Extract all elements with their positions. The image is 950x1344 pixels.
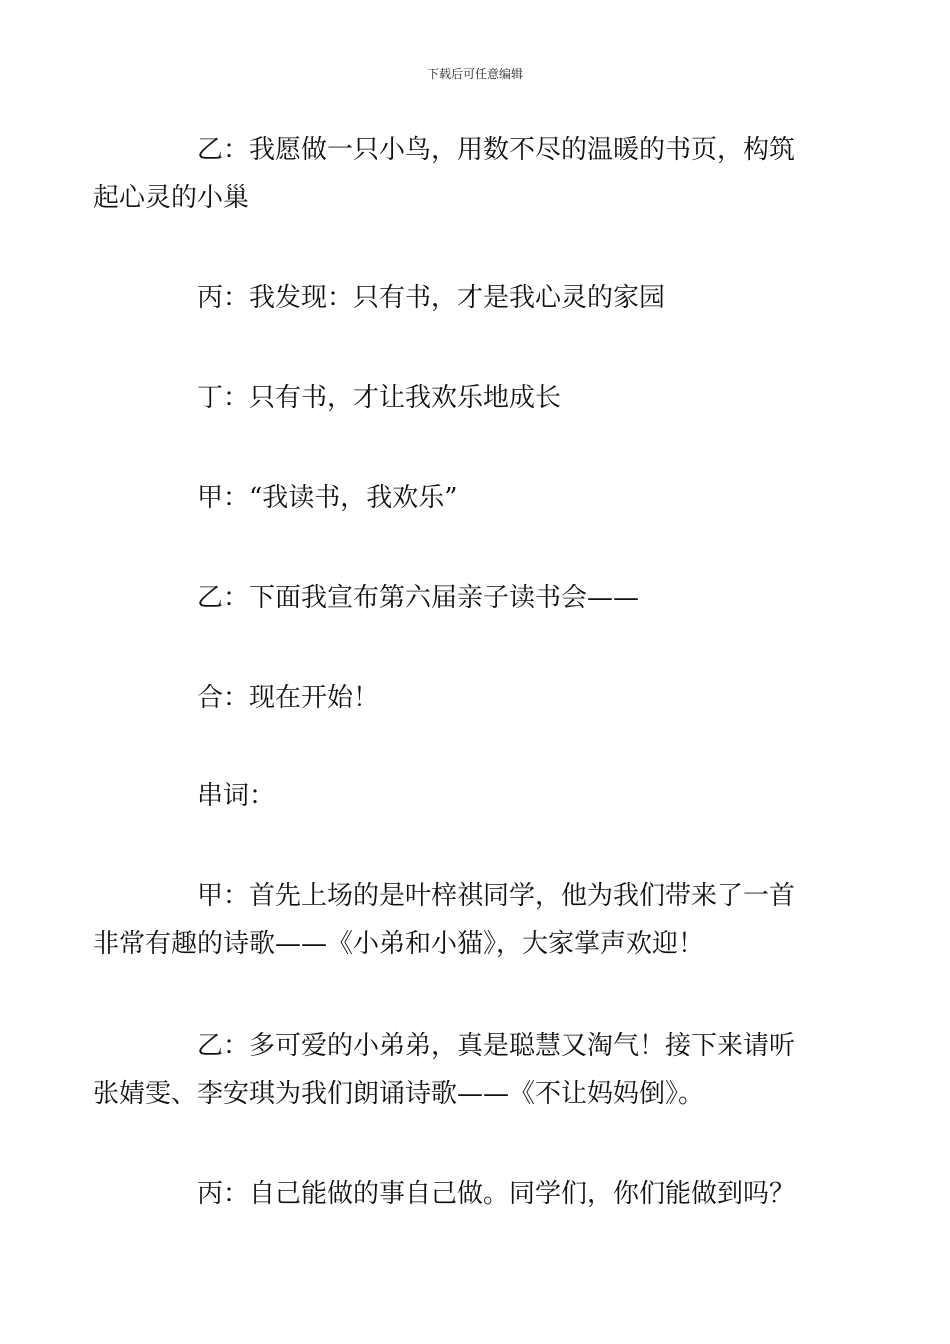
paragraph-5	[145, 574, 810, 622]
paragraph-line: 甲：首先上场的是叶梓祺同学，他为我们带来了一首	[197, 881, 796, 911]
paragraph-6	[145, 674, 810, 722]
paragraph-9	[93, 1022, 810, 1118]
page-header: 下载后可任意编辑	[426, 67, 523, 81]
paragraph-line: 乙：我愿做一只小鸟，用数不尽的温暖的书页，构筑	[197, 135, 796, 165]
paragraph-7	[145, 772, 810, 820]
paragraph-line: 甲：“我读书，我欢乐”	[197, 483, 458, 513]
paragraph-line: 丙：我发现：只有书，才是我心灵的家园	[197, 283, 666, 313]
paragraph-8	[93, 872, 810, 968]
paragraph-line: 串词：	[197, 781, 276, 811]
paragraph-2	[145, 274, 810, 322]
paragraph-line: 起心灵的小巢	[93, 183, 250, 213]
paragraph-line: 乙：下面我宣布第六届亲子读书会——	[197, 583, 640, 613]
paragraph-line: 合：现在开始！	[197, 683, 380, 713]
paragraph-line: 乙：多可爱的小弟弟，真是聪慧又淘气！接下来请听	[197, 1031, 796, 1061]
paragraph-3	[145, 374, 810, 422]
paragraph-line: 丙：自己能做的事自己做。同学们，你们能做到吗？	[197, 1179, 796, 1209]
paragraph-line: 丁：只有书，才让我欢乐地成长	[197, 383, 562, 413]
paragraph-10	[145, 1170, 810, 1218]
paragraph-line: 非常有趣的诗歌——《小弟和小猫》，大家掌声欢迎！	[93, 929, 705, 959]
paragraph-line: 张婧雯、李安琪为我们朗诵诗歌——《不让妈妈倒》。	[93, 1079, 705, 1109]
paragraph-1	[93, 126, 810, 222]
paragraph-4	[145, 474, 810, 522]
